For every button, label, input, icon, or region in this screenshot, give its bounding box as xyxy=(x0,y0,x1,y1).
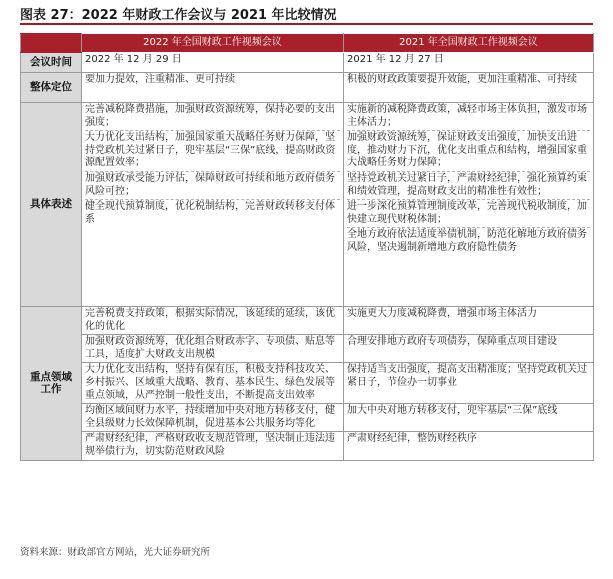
label-positioning: 整体定位 xyxy=(21,73,82,103)
cell-2021-focus: 实施更大力度减税降费，增强市场主体活力 xyxy=(344,307,594,335)
header-row xyxy=(21,34,594,53)
header-2021: 2021 年全国财政工作视频会议 xyxy=(344,34,594,53)
cell-2022-positioning: 要加力提效，注重精准、更可持续 xyxy=(82,73,344,103)
label-details: 具体表述 xyxy=(21,103,82,307)
detail-item: 健全现代预算制度，优化税制结构，完善财政转移支付体系 xyxy=(85,201,335,225)
detail-item: 完善减税降费措施，加强财政资源统筹，保持必要的支出强度； xyxy=(85,104,340,131)
title-divider xyxy=(20,23,593,25)
source-note: 资料来源：财政部官方网站，光大证券研究所 xyxy=(20,547,211,558)
row-focus-4 xyxy=(21,404,594,432)
detail-item: 全地方政府依法适度举债机制，防范化解地方政府债务风险，坚决遏制新增地方政府隐性债务 xyxy=(347,229,587,253)
label-focus-line2: 工作 xyxy=(40,383,62,396)
row-focus-5 xyxy=(21,432,594,460)
row-positioning xyxy=(21,73,594,103)
header-2022: 2022 年全国财政工作视频会议 xyxy=(82,34,344,53)
cell-2021-focus: 严肃财经纪律，整饬财经秩序 xyxy=(344,432,594,460)
cell-2021-focus: 合理安排地方政府专项债券，保障重点项目建设 xyxy=(344,335,594,363)
cell-2022-focus: 完善税费支持政策，根据实际情况，该延续的延续，该优化的优化 xyxy=(82,307,344,335)
detail-item: 实施新的减税降费政策，减轻市场主体负担，激发市场主体活力； xyxy=(347,104,590,131)
detail-item: 进一步深化预算管理制度改革，完善现代税收制度，加快建立现代财税体制； xyxy=(347,201,590,228)
row-meeting-time xyxy=(21,53,594,73)
detail-item: 加强财政承受能力评估，保障财政可持续和地方政府债务风险可控； xyxy=(85,173,340,200)
cell-2021-focus: 加大中央对地方转移支付，兜牢基层“三保”底线 xyxy=(344,404,594,432)
chart-title: 图表 27：2022 年财政工作会议与 2021 年比较情况 xyxy=(20,8,337,23)
cell-2022-details xyxy=(82,103,344,307)
detail-item: 大力优化支出结构，加强国家重大战略任务财力保障，坚持党政机关过紧日子，兜牢基层“三保”底线，提高财政资源配置效率； xyxy=(85,132,340,172)
detail-item: 坚持党政机关过紧日子，严肃财经纪律，强化预算约束和绩效管理，提高财政支出的精准性有效性； xyxy=(347,173,590,200)
cell-2021-focus: 保持适当支出强度，提高支出精准度；坚持党政机关过紧日子，节俭办一切事业 xyxy=(344,363,594,404)
comparison-table xyxy=(20,33,594,461)
cell-2021-details xyxy=(344,103,594,307)
cell-2021-meeting-time: 2021 年 12 月 27 日 xyxy=(344,53,594,73)
detail-item: 加强财政资源统筹，保证财政支出强度，加快支出进度，推动财力下沉，优化支出重点和结构，增强国家重大战略任务财力保障； xyxy=(347,132,590,172)
label-focus xyxy=(21,307,82,461)
label-meeting-time: 会议时间 xyxy=(21,53,82,73)
row-focus-1 xyxy=(21,307,594,335)
cell-2022-focus: 大力优化支出结构，坚持有保有压，积极支持科技攻关、乡村振兴、区域重大战略、教育、基本民生、绿色发展等重点领域，从严控制一般性支出，不断提高支出效率 xyxy=(82,363,344,404)
header-corner xyxy=(21,34,82,53)
cell-2022-focus: 均衡区域间财力水平，持续增加中央对地方转移支付，健全县级财力长效保障机制，促进基本公共服务均等化 xyxy=(82,404,344,432)
row-focus-2 xyxy=(21,335,594,363)
row-focus-3 xyxy=(21,363,594,404)
cell-2022-focus: 严肃财经纪律，严格财政收支规范管理，坚决制止违法违规举债行为，切实防范财政风险 xyxy=(82,432,344,460)
label-focus-line1: 重点领域 xyxy=(30,370,72,383)
cell-2022-meeting-time: 2022 年 12 月 29 日 xyxy=(82,53,344,73)
cell-2021-positioning: 积极的财政政策要提升效能，更加注重精准、可持续 xyxy=(344,73,594,103)
cell-2022-focus: 加强财政资源统筹，优化组合财政赤字、专项债、贴息等工具，适度扩大财政支出规模 xyxy=(82,335,344,363)
row-details xyxy=(21,103,594,307)
